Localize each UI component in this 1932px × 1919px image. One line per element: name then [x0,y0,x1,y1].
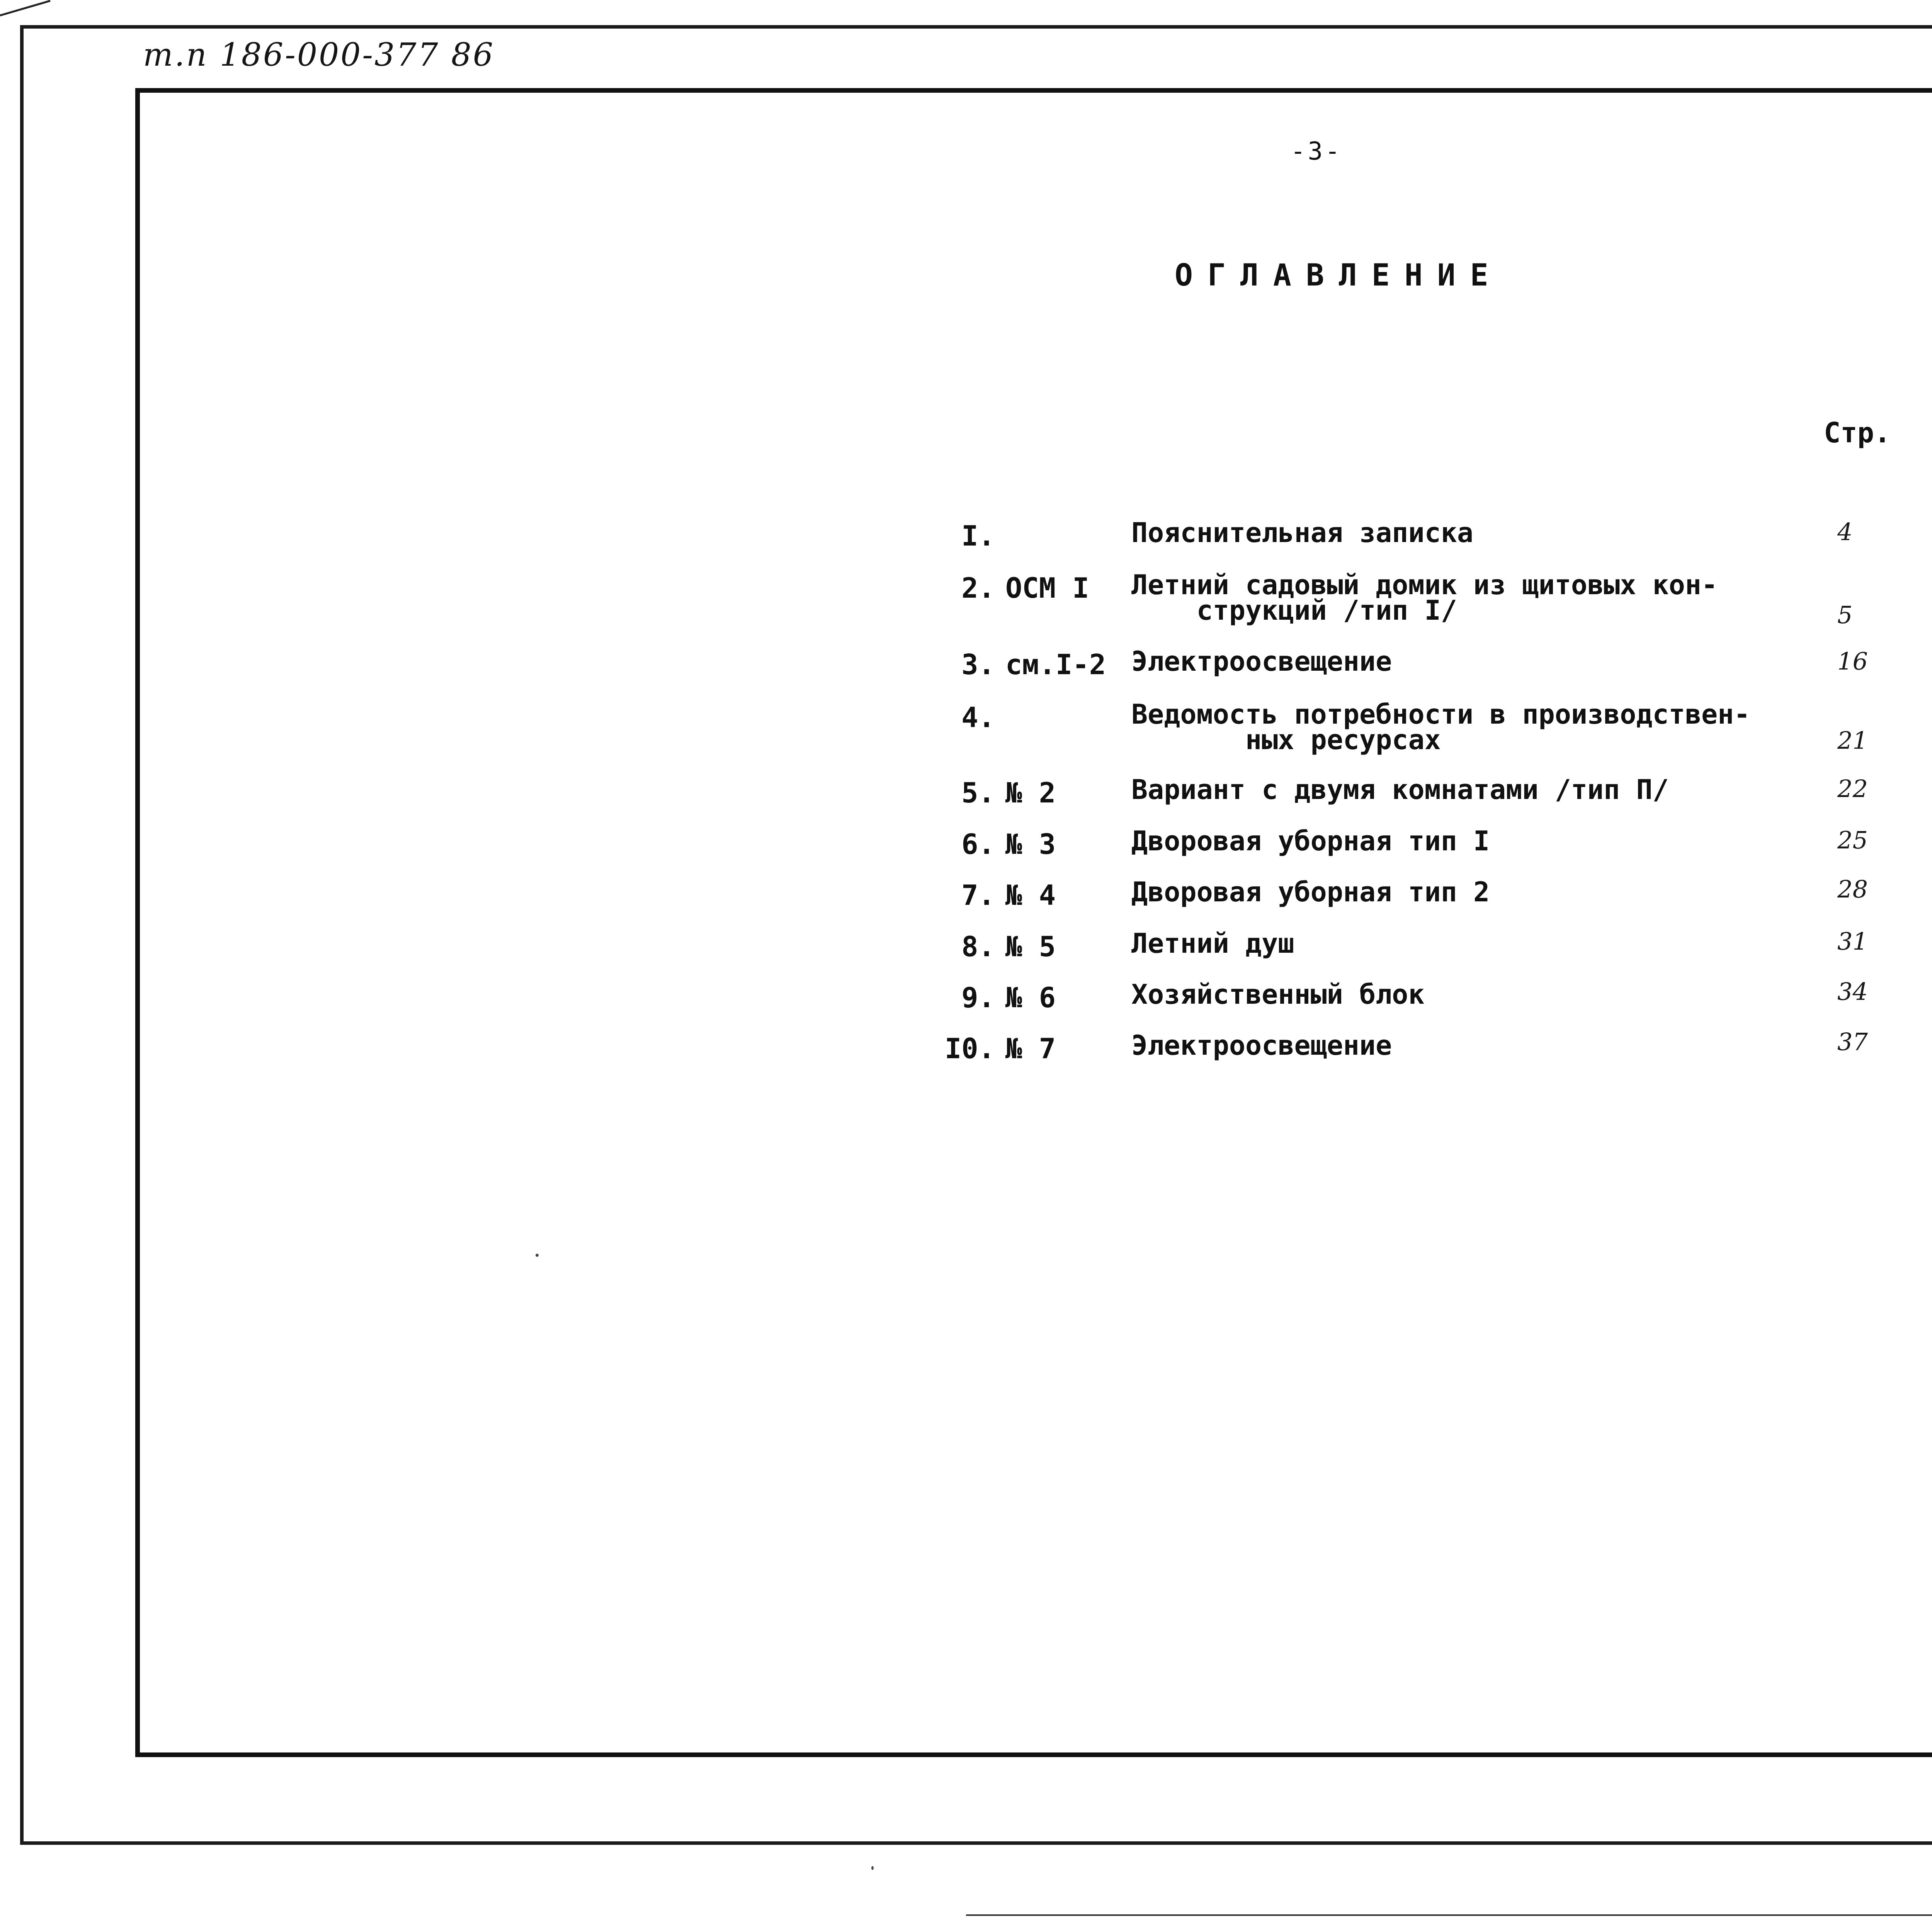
toc-entry-code: № 5 [1005,930,1056,963]
toc-entry-title: Летний садовый домик из щитовых кон- [1131,569,1718,601]
toc-entry-number: 5. [961,777,995,809]
toc-entry-title: Пояснительная записка [1131,517,1474,549]
toc-entry-number: I. [961,520,995,552]
toc-entry-page: 31 [1837,927,1868,955]
toc-entry-code: № 7 [1005,1032,1056,1065]
toc-entry-title: Дворовая уборная тип I [1131,825,1490,857]
toc-entry-number: 9. [961,981,995,1014]
scan-edge-line [966,1914,1932,1916]
toc-entry-page: 5 [1837,601,1853,629]
toc-entry-page: 28 [1837,875,1868,903]
toc-entry-number: I0. [944,1032,995,1065]
toc-entry-code: № 2 [1005,777,1056,809]
toc-entry-code: № 6 [1005,981,1056,1014]
toc-entry-number: 7. [961,879,995,911]
page-title: ОГЛАВЛЕНИЕ [1175,258,1503,293]
toc-entry-code: см.I-2 [1005,648,1106,681]
toc-entry-title: Вариант с двумя комнатами /тип П/ [1131,774,1669,806]
toc-entry-number: 6. [961,828,995,860]
scan-speck [536,1254,539,1257]
toc-entry-code: № 3 [1005,828,1056,860]
document-code: т.п 186-000-377 86 [143,37,495,73]
toc-entry-page: 22 [1837,775,1868,803]
toc-entry-number: 3. [961,648,995,681]
toc-entry-title: Хозяйственный блок [1131,979,1425,1010]
toc-entry-page: 21 [1837,726,1868,755]
toc-entry-number: 2. [961,572,995,604]
toc-entry-page: 37 [1837,1028,1868,1056]
toc-entry-title: Дворовая уборная тип 2 [1131,876,1490,908]
toc-entry-code: № 4 [1005,879,1056,911]
scan-speck [871,1866,874,1870]
toc-entry-page: 25 [1837,826,1868,854]
toc-entry-number: 4. [961,701,995,734]
toc-entry-title: струкций /тип I/ [1131,595,1457,626]
toc-entry-number: 8. [961,930,995,963]
toc-entry-title: ных ресурсах [1131,724,1441,756]
toc-entry-title: Электроосвещение [1131,1030,1392,1061]
page-column-header: Стр. [1824,416,1891,449]
toc-entry-title: Электроосвещение [1131,646,1392,677]
toc-entry-page: 16 [1837,647,1868,675]
page-number: -3- [1291,137,1342,166]
toc-entry-page: 34 [1837,977,1868,1006]
toc-entry-title: Летний душ [1131,928,1294,959]
toc-entry-code: ОСМ I [1005,572,1089,604]
toc-entry-title: Ведомость потребности в производствен- [1131,699,1750,730]
toc-entry-page: 4 [1837,518,1853,546]
